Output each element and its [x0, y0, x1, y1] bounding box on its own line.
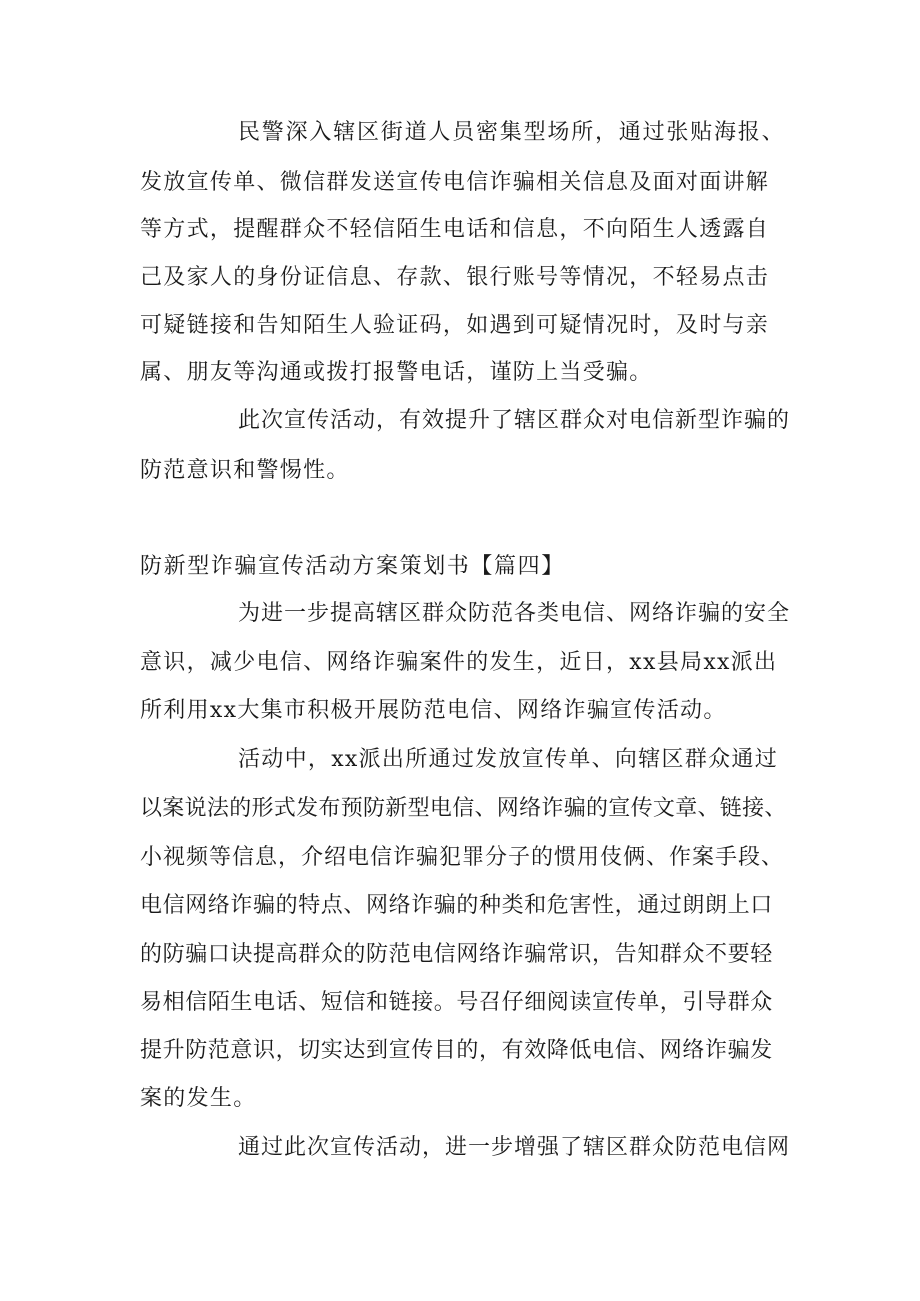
paragraph-2-line-2: 防范意识和警惕性。	[140, 458, 350, 483]
paragraph-3-line-2: 意识，减少电信、网络诈骗案件的发生，近日，xx县局xx派出	[140, 650, 778, 675]
paragraph-1-line-4: 己及家人的身份证信息、存款、银行账号等情况，不轻易点击	[140, 265, 770, 290]
paragraph-1-line-1: 民警深入辖区街道人员密集型场所，通过张贴海报、	[238, 120, 786, 145]
section-heading: 防新型诈骗宣传活动方案策划书【篇四】	[140, 554, 565, 579]
paragraph-5-line-1: 通过此次宣传活动，进一步增强了辖区群众防范电信网	[238, 1135, 791, 1160]
paragraph-1-line-5: 可疑链接和告知陌生人验证码，如遇到可疑情况时，及时与亲	[140, 313, 770, 338]
paragraph-3-line-1: 为进一步提高辖区群众防范各类电信、网络诈骗的安全	[238, 601, 791, 626]
paragraph-2-line-1: 此次宣传活动，有效提升了辖区群众对电信新型诈骗的	[238, 408, 791, 433]
paragraph-4-line-6: 易相信陌生电话、短信和链接。号召仔细阅读宣传单，引导群众	[140, 990, 773, 1015]
paragraph-4-line-8: 案的发生。	[140, 1086, 257, 1111]
paragraph-4-line-2: 以案说法的形式发布预防新型电信、网络诈骗的宣传文章、链接、	[140, 796, 787, 821]
paragraph-4-line-4: 电信网络诈骗的特点、网络诈骗的种类和危害性，通过朗朗上口	[140, 893, 773, 918]
paragraph-4-line-5: 的防骗口诀提高群众的防范电信网络诈骗常识，告知群众不要轻	[140, 942, 773, 967]
paragraph-4-line-3: 小视频等信息，介绍电信诈骗犯罪分子的惯用伎俩、作案手段、	[140, 845, 785, 870]
paragraph-4-line-1: 活动中，xx派出所通过发放宣传单、向辖区群众通过	[238, 747, 779, 772]
paragraph-3-line-3: 所利用xx大集市积极开展防范电信、网络诈骗宣传活动。	[140, 698, 727, 723]
paragraph-1-line-3: 等方式，提醒群众不轻信陌生电话和信息，不向陌生人透露自	[140, 217, 770, 242]
paragraph-1-line-6: 属、朋友等沟通或拨打报警电话，谨防上当受骗。	[140, 360, 653, 385]
paragraph-4-line-7: 提升防范意识，切实达到宣传目的，有效降低电信、网络诈骗发	[140, 1038, 773, 1063]
paragraph-1-line-2: 发放宣传单、微信群发送宣传电信诈骗相关信息及面对面讲解	[140, 170, 770, 195]
